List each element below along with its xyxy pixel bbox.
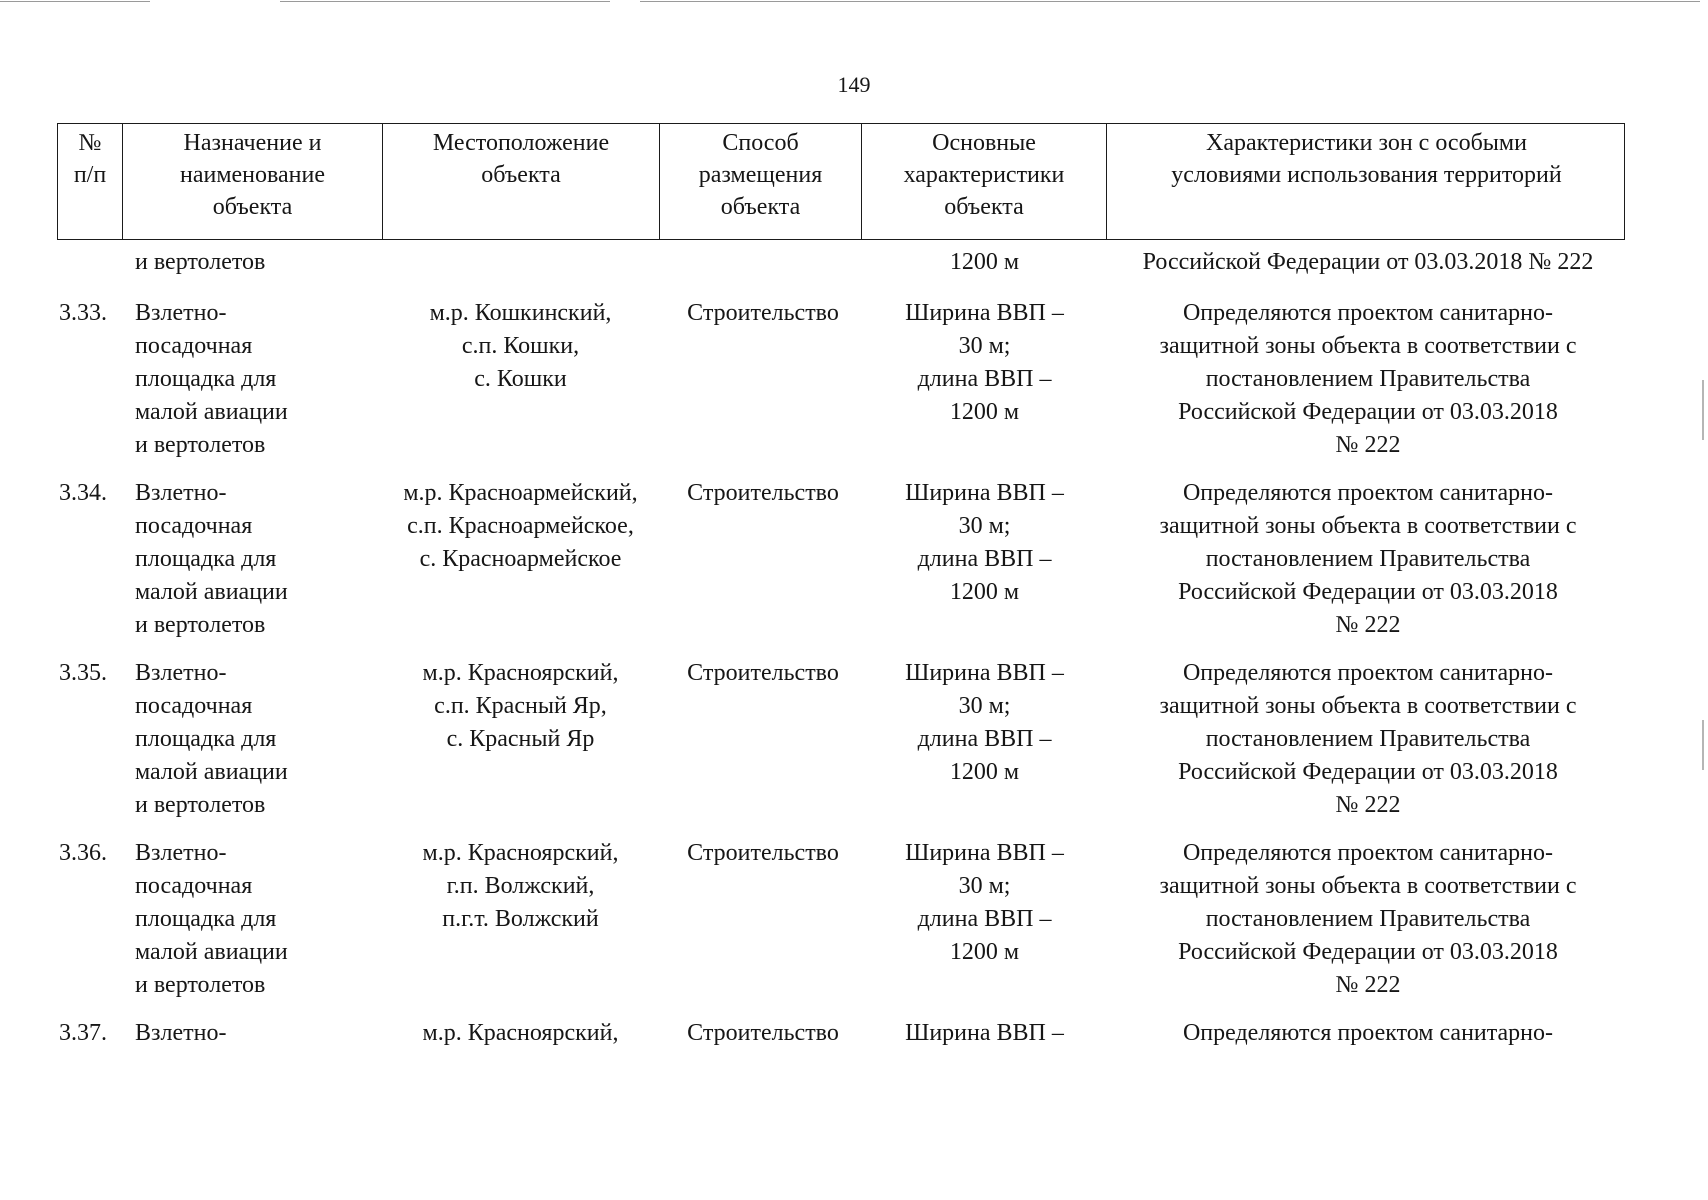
header-characteristics: Основные характеристики объекта bbox=[862, 124, 1107, 239]
table-row bbox=[57, 1017, 1625, 1197]
scan-edge-mark bbox=[1702, 720, 1704, 770]
table-row bbox=[57, 657, 1625, 837]
table-row bbox=[57, 297, 1625, 477]
scan-edge-line bbox=[0, 1, 150, 2]
row-location: м.р. Красноярский, bbox=[422, 1020, 619, 1046]
row-location: м.р. Красноярский, с.п. Красный Яр, с. Красный Яр bbox=[422, 660, 619, 752]
row-characteristics: Ширина ВВП – 30 м; длина ВВП – 1200 м bbox=[905, 660, 1064, 785]
row-method: Строительство bbox=[687, 480, 839, 506]
row-zones: Определяются проектом санитарно- bbox=[1182, 1020, 1554, 1046]
header-name: Назначение и наименование объекта bbox=[123, 124, 383, 239]
header-method: Способ размещения объекта bbox=[660, 124, 862, 239]
table-body bbox=[57, 297, 1625, 1197]
row-method: Строительство bbox=[687, 660, 839, 686]
object-table bbox=[57, 123, 1625, 1046]
row-name: Взлетно- bbox=[135, 1020, 227, 1046]
row-name: Взлетно- посадочная площадка для малой авиации и вертолетов bbox=[135, 300, 288, 458]
row-zones: Определяются проектом санитарно- защитной зоны объекта в соответствии с постановлением Правительства Российской Федерации от 03.03.2018 № 222 bbox=[1159, 660, 1577, 818]
row-number: 3.36. bbox=[59, 840, 107, 866]
row-characteristics: Ширина ВВП – 30 м; длина ВВП – 1200 м bbox=[905, 300, 1064, 425]
row-name: Взлетно- посадочная площадка для малой авиации и вертолетов bbox=[135, 840, 288, 998]
continuation-zones: Российской Федерации от 03.03.2018 № 222 bbox=[1142, 249, 1594, 275]
scan-edge-mark bbox=[1702, 380, 1704, 440]
row-number: 3.34. bbox=[59, 480, 107, 506]
row-characteristics: Ширина ВВП – 30 м; длина ВВП – 1200 м bbox=[905, 840, 1064, 965]
row-method: Строительство bbox=[687, 300, 839, 326]
page-number: 149 bbox=[837, 72, 871, 97]
row-number: 3.35. bbox=[59, 660, 107, 686]
row-zones: Определяются проектом санитарно- защитной зоны объекта в соответствии с постановлением Правительства Российской Федерации от 03.03.2018 № 222 bbox=[1159, 480, 1577, 638]
row-location: м.р. Кошкинский, с.п. Кошки, с. Кошки bbox=[429, 300, 612, 392]
row-name: Взлетно- посадочная площадка для малой авиации и вертолетов bbox=[135, 660, 288, 818]
scan-edge-line bbox=[280, 1, 610, 2]
row-method: Строительство bbox=[687, 1020, 839, 1046]
scan-edge-line bbox=[640, 1, 1700, 2]
row-characteristics: Ширина ВВП – 30 м; длина ВВП – 1200 м bbox=[905, 480, 1064, 605]
row-location: м.р. Красноярский, г.п. Волжский, п.г.т. Волжский bbox=[422, 840, 619, 932]
table-header bbox=[57, 123, 1625, 240]
row-number: 3.37. bbox=[59, 1020, 107, 1046]
row-location: м.р. Красноармейский, с.п. Красноармейское, с. Красноармейское bbox=[403, 480, 638, 572]
row-number: 3.33. bbox=[59, 300, 107, 326]
row-name: Взлетно- посадочная площадка для малой авиации и вертолетов bbox=[135, 480, 288, 638]
continuation-characteristics: 1200 м bbox=[949, 249, 1020, 275]
table-row bbox=[57, 477, 1625, 657]
header-num: № п/п bbox=[58, 124, 123, 239]
continuation-name: и вертолетов bbox=[135, 249, 266, 275]
table-row bbox=[57, 837, 1625, 1017]
header-location: Местоположение объекта bbox=[383, 124, 660, 239]
row-zones: Определяются проектом санитарно- защитной зоны объекта в соответствии с постановлением Правительства Российской Федерации от 03.03.2018 № 222 bbox=[1159, 840, 1577, 998]
header-zones: Характеристики зон с особыми условиями использования территорий bbox=[1171, 130, 1562, 188]
row-method: Строительство bbox=[687, 840, 839, 866]
row-zones: Определяются проектом санитарно- защитной зоны объекта в соответствии с постановлением Правительства Российской Федерации от 03.03.2018 № 222 bbox=[1159, 300, 1577, 458]
row-characteristics: Ширина ВВП – bbox=[905, 1020, 1064, 1046]
